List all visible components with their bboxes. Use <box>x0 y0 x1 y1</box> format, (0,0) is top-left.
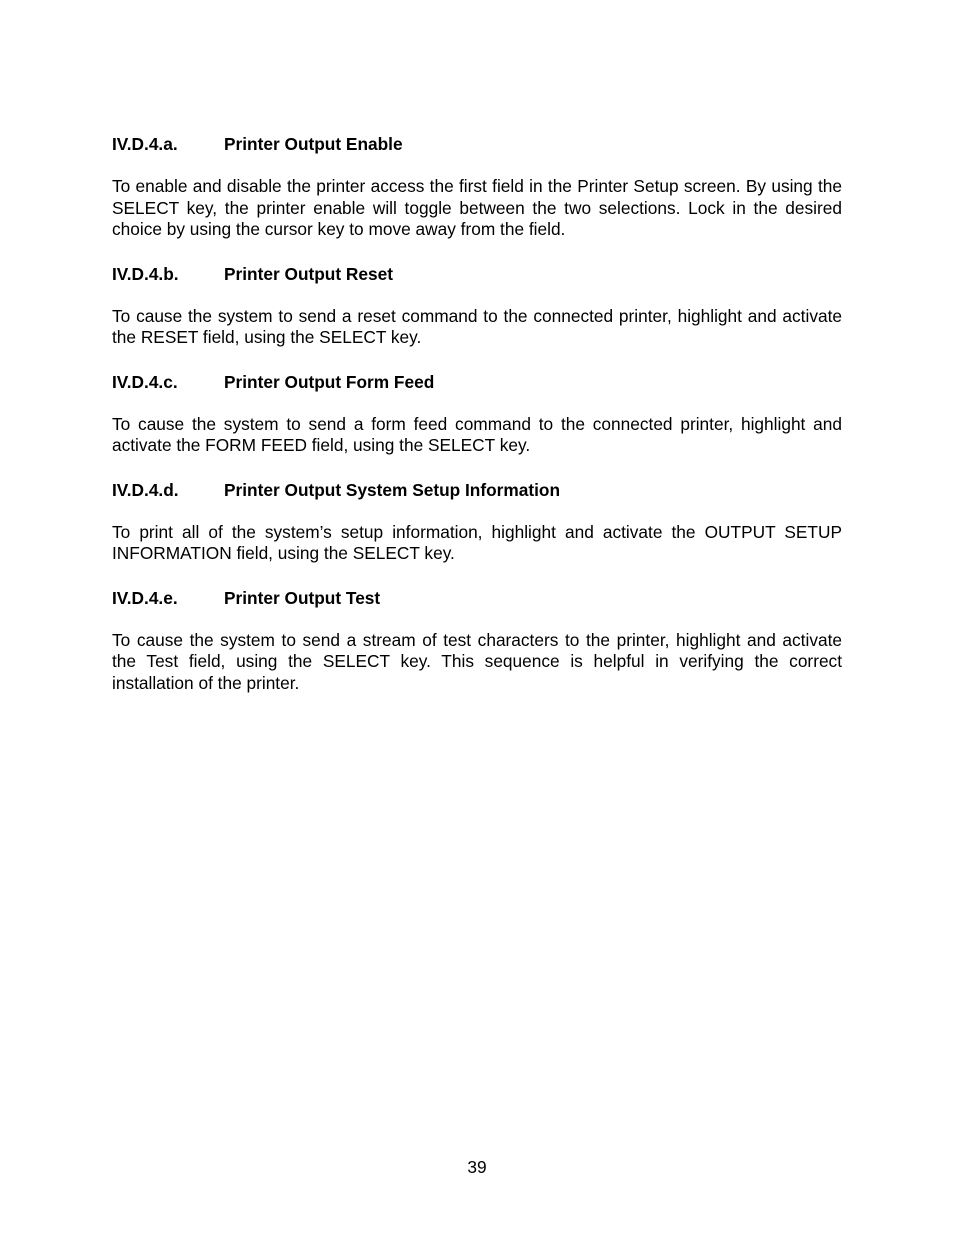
section-paragraph: To cause the system to send a reset command to the connected printer, highlight and activate the RESET field, using the SELECT key. <box>112 305 842 347</box>
section-heading <box>112 133 842 155</box>
section-paragraph: To cause the system to send a stream of test characters to the printer, highlight and activate the Test field, using the SELECT key. This sequence is helpful in verifying the correct installation of the printer. <box>112 629 842 693</box>
section-number: IV.D.4.a. <box>112 134 178 154</box>
section-title: Printer Output Reset <box>224 263 393 284</box>
section-output-test <box>112 587 842 695</box>
section-heading <box>112 263 842 285</box>
section-output-reset <box>112 263 842 349</box>
section-title: Printer Output Enable <box>224 134 403 154</box>
page-number: 39 <box>467 1157 487 1177</box>
section-title: Printer Output System Setup Information <box>224 479 561 500</box>
section-output-form-feed <box>112 371 842 457</box>
section-paragraph: To enable and disable the printer access the first field in the Printer Setup screen. By using the SELECT key, the printer enable will toggle between the two selections. Lock in the desired choice by using the cursor key to move away from the field. <box>112 176 842 239</box>
section-heading <box>112 371 842 393</box>
section-output-setup-information <box>112 479 842 565</box>
section-output-enable <box>112 133 842 241</box>
section-number: IV.D.4.d. <box>112 479 179 500</box>
document-body <box>112 133 842 716</box>
section-paragraph: To print all of the system’s setup information, highlight and activate the OUTPUT SETUP INFORMATION field, using the SELECT key. <box>112 521 842 563</box>
section-title: Printer Output Form Feed <box>224 371 435 392</box>
section-paragraph: To cause the system to send a form feed command to the connected printer, highlight and activate the FORM FEED field, using the SELECT key. <box>112 413 842 455</box>
section-number: IV.D.4.e. <box>112 587 178 608</box>
section-heading <box>112 479 842 501</box>
section-title: Printer Output Test <box>224 587 381 608</box>
section-heading <box>112 587 842 609</box>
section-number: IV.D.4.c. <box>112 371 178 392</box>
section-number: IV.D.4.b. <box>112 263 179 284</box>
